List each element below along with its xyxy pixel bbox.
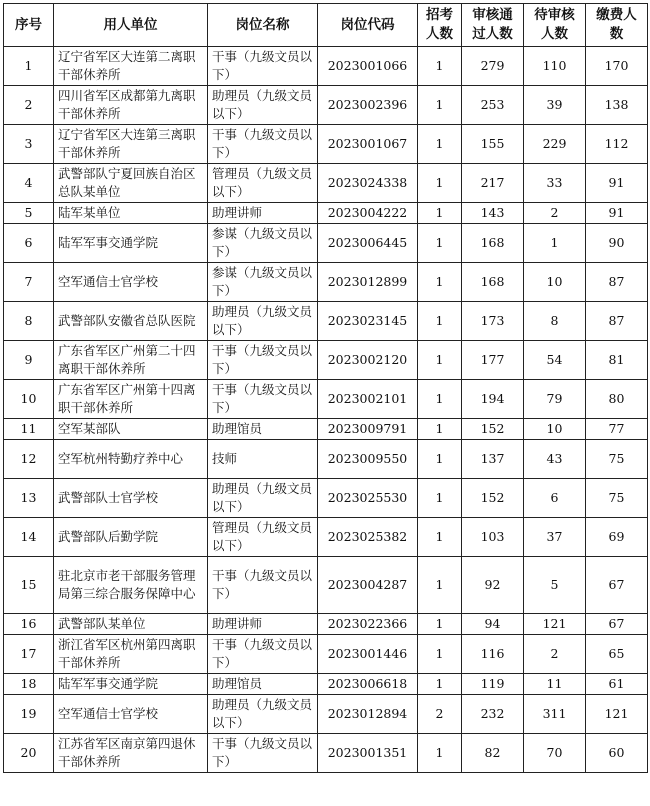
cell-paid: 65 (586, 635, 648, 674)
cell-quota: 1 (418, 86, 462, 125)
cell-unit: 武警部队后勤学院 (54, 518, 208, 557)
cell-index: 2 (4, 86, 54, 125)
cell-approved: 177 (462, 341, 524, 380)
table-header-row (4, 4, 648, 47)
cell-post: 参谋（九级文员以下） (208, 263, 318, 302)
cell-index: 8 (4, 302, 54, 341)
cell-paid: 91 (586, 164, 648, 203)
cell-code: 2023001446 (318, 635, 418, 674)
header-cell-post: 岗位名称 (208, 4, 318, 47)
cell-pending: 2 (524, 203, 586, 224)
cell-unit: 辽宁省军区大连第二离职干部休养所 (54, 47, 208, 86)
cell-quota: 2 (418, 695, 462, 734)
cell-code: 2023006618 (318, 674, 418, 695)
cell-quota: 1 (418, 125, 462, 164)
cell-paid: 67 (586, 614, 648, 635)
cell-pending: 37 (524, 518, 586, 557)
cell-post: 助理员（九级文员以下） (208, 302, 318, 341)
cell-pending: 10 (524, 263, 586, 302)
cell-approved: 143 (462, 203, 524, 224)
cell-index: 4 (4, 164, 54, 203)
table-row (4, 341, 648, 380)
table-row (4, 557, 648, 614)
cell-post: 技师 (208, 440, 318, 479)
cell-approved: 173 (462, 302, 524, 341)
cell-post: 干事（九级文员以下） (208, 635, 318, 674)
cell-code: 2023002101 (318, 380, 418, 419)
cell-paid: 91 (586, 203, 648, 224)
cell-approved: 168 (462, 263, 524, 302)
cell-code: 2023002120 (318, 341, 418, 380)
table-row (4, 518, 648, 557)
cell-index: 5 (4, 203, 54, 224)
cell-code: 2023004287 (318, 557, 418, 614)
cell-paid: 80 (586, 380, 648, 419)
cell-unit: 空军杭州特勤疗养中心 (54, 440, 208, 479)
cell-pending: 311 (524, 695, 586, 734)
cell-unit: 武警部队安徽省总队医院 (54, 302, 208, 341)
cell-code: 2023009550 (318, 440, 418, 479)
cell-quota: 1 (418, 341, 462, 380)
cell-pending: 1 (524, 224, 586, 263)
header-cell-paid: 缴费人数 (586, 4, 648, 47)
cell-paid: 69 (586, 518, 648, 557)
cell-unit: 武警部队宁夏回族自治区总队某单位 (54, 164, 208, 203)
cell-approved: 82 (462, 734, 524, 773)
cell-paid: 170 (586, 47, 648, 86)
cell-pending: 121 (524, 614, 586, 635)
cell-index: 13 (4, 479, 54, 518)
cell-unit: 空军某部队 (54, 419, 208, 440)
cell-post: 助理讲师 (208, 614, 318, 635)
cell-paid: 77 (586, 419, 648, 440)
cell-approved: 116 (462, 635, 524, 674)
cell-pending: 54 (524, 341, 586, 380)
cell-index: 10 (4, 380, 54, 419)
table-row (4, 380, 648, 419)
table-row (4, 674, 648, 695)
table-row (4, 614, 648, 635)
cell-approved: 94 (462, 614, 524, 635)
cell-approved: 253 (462, 86, 524, 125)
cell-quota: 1 (418, 440, 462, 479)
table-row (4, 86, 648, 125)
cell-pending: 229 (524, 125, 586, 164)
cell-quota: 1 (418, 203, 462, 224)
cell-quota: 1 (418, 224, 462, 263)
table-row (4, 263, 648, 302)
cell-unit: 驻北京市老干部服务管理局第三综合服务保障中心 (54, 557, 208, 614)
cell-index: 11 (4, 419, 54, 440)
table-row (4, 635, 648, 674)
table-row (4, 419, 648, 440)
cell-pending: 43 (524, 440, 586, 479)
cell-quota: 1 (418, 479, 462, 518)
cell-approved: 119 (462, 674, 524, 695)
header-cell-approved: 审核通过人数 (462, 4, 524, 47)
cell-unit: 空军通信士官学校 (54, 263, 208, 302)
cell-code: 2023001066 (318, 47, 418, 86)
table-row (4, 224, 648, 263)
cell-pending: 6 (524, 479, 586, 518)
cell-quota: 1 (418, 557, 462, 614)
cell-approved: 103 (462, 518, 524, 557)
cell-approved: 194 (462, 380, 524, 419)
cell-index: 3 (4, 125, 54, 164)
cell-approved: 137 (462, 440, 524, 479)
cell-approved: 92 (462, 557, 524, 614)
header-cell-quota: 招考人数 (418, 4, 462, 47)
cell-post: 助理讲师 (208, 203, 318, 224)
cell-paid: 121 (586, 695, 648, 734)
cell-quota: 1 (418, 419, 462, 440)
cell-unit: 四川省军区成都第九离职干部休养所 (54, 86, 208, 125)
cell-post: 助理馆员 (208, 674, 318, 695)
table-row (4, 125, 648, 164)
cell-unit: 空军通信士官学校 (54, 695, 208, 734)
cell-paid: 87 (586, 302, 648, 341)
cell-pending: 110 (524, 47, 586, 86)
cell-unit: 陆军某单位 (54, 203, 208, 224)
header-cell-pending: 待审核人数 (524, 4, 586, 47)
table-row (4, 302, 648, 341)
cell-approved: 152 (462, 479, 524, 518)
cell-post: 管理员（九级文员以下） (208, 518, 318, 557)
cell-unit: 广东省军区广州第十四离职干部休养所 (54, 380, 208, 419)
header-cell-code: 岗位代码 (318, 4, 418, 47)
table-row (4, 479, 648, 518)
cell-pending: 11 (524, 674, 586, 695)
cell-approved: 217 (462, 164, 524, 203)
cell-unit: 辽宁省军区大连第三离职干部休养所 (54, 125, 208, 164)
cell-pending: 70 (524, 734, 586, 773)
cell-pending: 33 (524, 164, 586, 203)
cell-paid: 81 (586, 341, 648, 380)
cell-pending: 79 (524, 380, 586, 419)
cell-quota: 1 (418, 614, 462, 635)
cell-quota: 1 (418, 380, 462, 419)
cell-post: 干事（九级文员以下） (208, 341, 318, 380)
cell-paid: 60 (586, 734, 648, 773)
cell-paid: 87 (586, 263, 648, 302)
cell-unit: 陆军军事交通学院 (54, 674, 208, 695)
cell-index: 1 (4, 47, 54, 86)
cell-index: 15 (4, 557, 54, 614)
cell-unit: 陆军军事交通学院 (54, 224, 208, 263)
cell-index: 14 (4, 518, 54, 557)
cell-pending: 39 (524, 86, 586, 125)
cell-quota: 1 (418, 263, 462, 302)
table-row (4, 734, 648, 773)
cell-index: 19 (4, 695, 54, 734)
header-cell-index: 序号 (4, 4, 54, 47)
cell-code: 2023009791 (318, 419, 418, 440)
table-body (4, 47, 648, 773)
cell-unit: 武警部队某单位 (54, 614, 208, 635)
cell-paid: 138 (586, 86, 648, 125)
cell-paid: 61 (586, 674, 648, 695)
recruitment-table (3, 3, 648, 773)
cell-approved: 232 (462, 695, 524, 734)
cell-unit: 江苏省军区南京第四退休干部休养所 (54, 734, 208, 773)
cell-index: 12 (4, 440, 54, 479)
cell-code: 2023001351 (318, 734, 418, 773)
cell-post: 干事（九级文员以下） (208, 557, 318, 614)
cell-paid: 75 (586, 479, 648, 518)
cell-post: 助理馆员 (208, 419, 318, 440)
cell-post: 管理员（九级文员以下） (208, 164, 318, 203)
cell-index: 18 (4, 674, 54, 695)
recruitment-table-sheet (3, 3, 648, 773)
cell-approved: 168 (462, 224, 524, 263)
cell-post: 干事（九级文员以下） (208, 125, 318, 164)
cell-index: 20 (4, 734, 54, 773)
cell-index: 16 (4, 614, 54, 635)
cell-approved: 152 (462, 419, 524, 440)
cell-index: 17 (4, 635, 54, 674)
cell-quota: 1 (418, 734, 462, 773)
cell-pending: 2 (524, 635, 586, 674)
cell-code: 2023002396 (318, 86, 418, 125)
cell-unit: 武警部队士官学校 (54, 479, 208, 518)
cell-post: 助理员（九级文员以下） (208, 695, 318, 734)
cell-post: 参谋（九级文员以下） (208, 224, 318, 263)
header-cell-unit: 用人单位 (54, 4, 208, 47)
table-row (4, 47, 648, 86)
cell-code: 2023001067 (318, 125, 418, 164)
table-row (4, 440, 648, 479)
cell-code: 2023025382 (318, 518, 418, 557)
table-row (4, 203, 648, 224)
cell-pending: 8 (524, 302, 586, 341)
cell-unit: 广东省军区广州第二十四离职干部休养所 (54, 341, 208, 380)
cell-paid: 112 (586, 125, 648, 164)
cell-post: 干事（九级文员以下） (208, 47, 318, 86)
cell-quota: 1 (418, 674, 462, 695)
cell-paid: 75 (586, 440, 648, 479)
table-row (4, 164, 648, 203)
cell-approved: 155 (462, 125, 524, 164)
cell-quota: 1 (418, 47, 462, 86)
cell-quota: 1 (418, 164, 462, 203)
cell-code: 2023004222 (318, 203, 418, 224)
cell-quota: 1 (418, 302, 462, 341)
cell-code: 2023025530 (318, 479, 418, 518)
cell-index: 9 (4, 341, 54, 380)
cell-quota: 1 (418, 635, 462, 674)
cell-paid: 67 (586, 557, 648, 614)
cell-index: 6 (4, 224, 54, 263)
cell-paid: 90 (586, 224, 648, 263)
cell-pending: 5 (524, 557, 586, 614)
cell-post: 助理员（九级文员以下） (208, 86, 318, 125)
cell-code: 2023012899 (318, 263, 418, 302)
cell-post: 干事（九级文员以下） (208, 734, 318, 773)
cell-code: 2023012894 (318, 695, 418, 734)
cell-post: 助理员（九级文员以下） (208, 479, 318, 518)
cell-unit: 浙江省军区杭州第四离职干部休养所 (54, 635, 208, 674)
cell-code: 2023023145 (318, 302, 418, 341)
cell-quota: 1 (418, 518, 462, 557)
cell-approved: 279 (462, 47, 524, 86)
cell-post: 干事（九级文员以下） (208, 380, 318, 419)
cell-pending: 10 (524, 419, 586, 440)
cell-index: 7 (4, 263, 54, 302)
cell-code: 2023006445 (318, 224, 418, 263)
cell-code: 2023024338 (318, 164, 418, 203)
cell-code: 2023022366 (318, 614, 418, 635)
table-row (4, 695, 648, 734)
